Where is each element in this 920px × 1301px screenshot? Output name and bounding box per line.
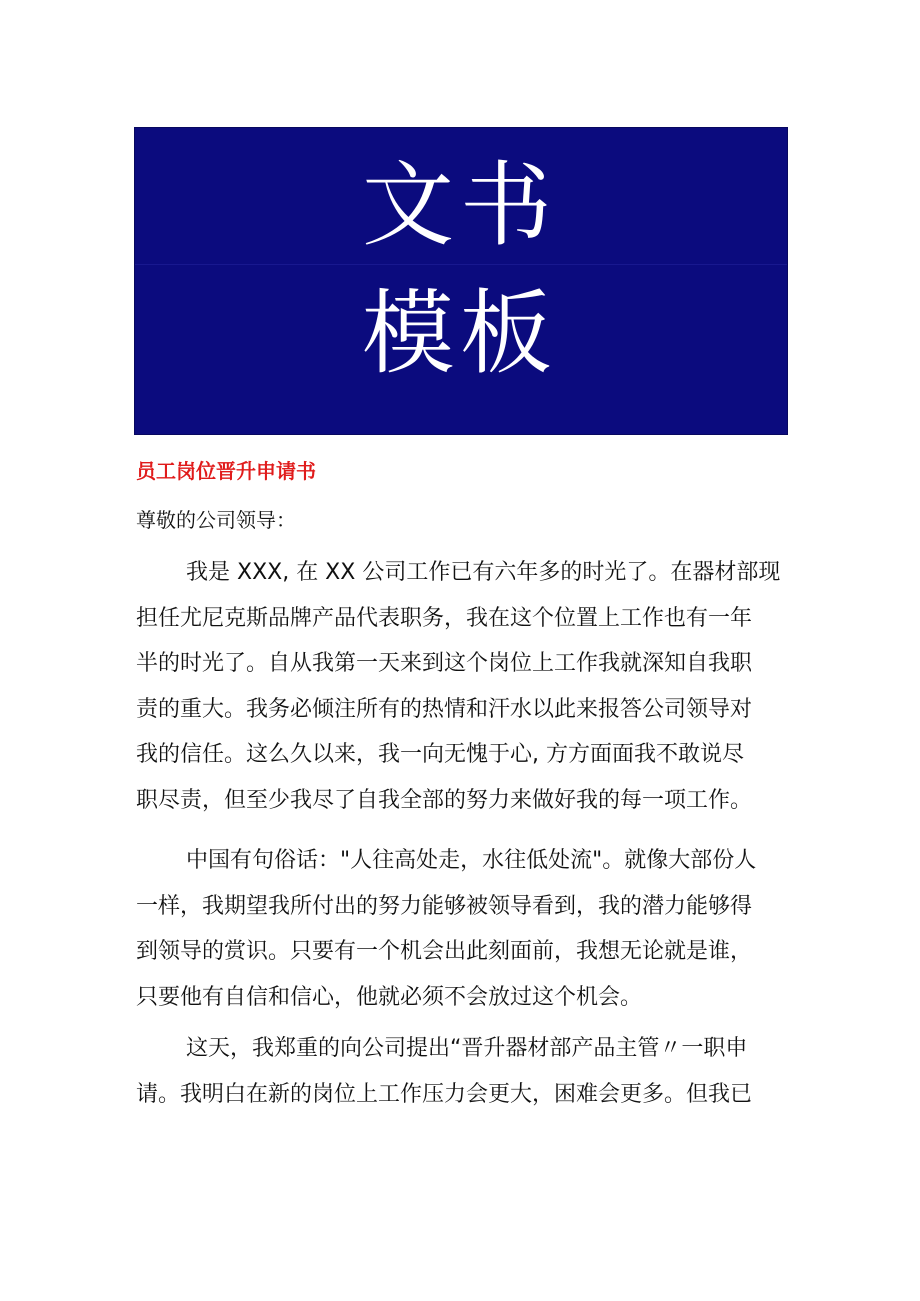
paragraph-line: 中国有句俗话："人往高处走，水往低处流"。就像大部份人 <box>186 848 757 873</box>
banner-title-line1: 文书 <box>361 152 558 259</box>
document-title: 员工岗位晋升申请书 <box>136 459 316 483</box>
paragraph-line: 这天，我郑重的向公司提出“晋升器材部产品主管〃一职申 <box>186 1036 748 1061</box>
salutation: 尊敬的公司领导： <box>136 508 296 532</box>
paragraph-line: 到领导的赏识。只要有一个机会出此刻面前，我想无论就是谁， <box>136 939 753 965</box>
paragraph-line: 请。我明白在新的岗位上工作压力会更大，困难会更多。但我已 <box>136 1081 753 1107</box>
paragraph-line: 我的信任。这么久以来，我一向无愧于心, 方方面面我不敢说尽 <box>136 742 744 768</box>
banner-divider <box>135 264 787 265</box>
paragraph-line: 职尽责，但至少我尽了自我全部的努力来做好我的每一项工作。 <box>136 787 753 813</box>
paragraph-2 <box>136 838 796 1020</box>
paragraph-line: 半的时光了。自从我第一天来到这个岗位上工作我就深知自我职 <box>136 651 753 677</box>
banner-title-line2: 模板 <box>361 280 558 387</box>
paragraph-line: 只要他有自信和信心，他就必须不会放过这个机会。 <box>136 984 643 1010</box>
paragraph-line: 我是 XXX, 在 XX 公司工作已有六年多的时光了。在器材部现 <box>186 560 781 585</box>
paragraph-line: 责的重大。我务必倾注所有的热情和汗水以此来报答公司领导对 <box>136 696 753 722</box>
paragraph-3 <box>136 1026 796 1117</box>
paragraph-line: 担任尤尼克斯品牌产品代表职务，我在这个位置上工作也有一年 <box>136 605 753 631</box>
paragraph-line: 一样，我期望我所付出的努力能够被领导看到，我的潜力能够得 <box>136 893 753 919</box>
paragraph-1 <box>136 550 796 824</box>
